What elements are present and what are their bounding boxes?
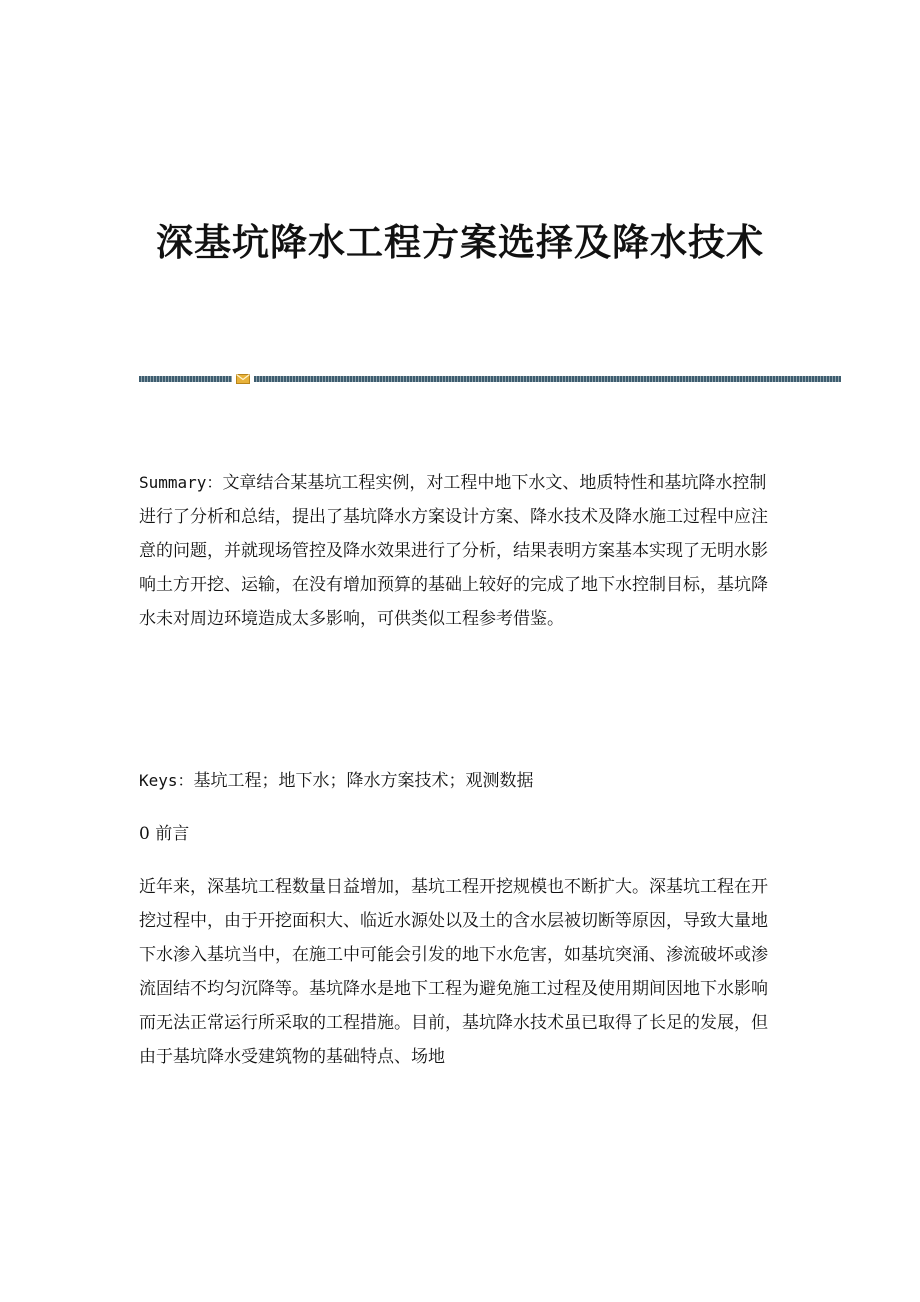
section-heading: 0 前言 — [139, 824, 190, 844]
summary-text: 文章结合某基坑工程实例，对工程中地下水文、地质特性和基坑降水控制进行了分析和总结，提出了基坑降水方案设计方案、降水技术及降水施工过程中应注意的问题，并就现场管控及降水效果进行了分析，结果表明方案基本实现了无明水影响土方开挖、运输，在没有增加预算的基础上较好的完成了地下水控制目标，基坑降水未对周边环境造成太多影响，可供类似工程参考借鉴。 — [139, 473, 768, 629]
divider-bar-left — [139, 376, 232, 382]
document-title: 深基坑降水工程方案选择及降水技术 — [156, 220, 764, 264]
divider-bar-right — [254, 376, 841, 382]
envelope-icon — [236, 374, 250, 384]
keys-text: 基坑工程；地下水；降水方案技术；观测数据 — [193, 771, 534, 791]
keywords-paragraph — [139, 764, 779, 798]
summary-paragraph — [139, 466, 779, 636]
keys-label: Keys： — [139, 771, 194, 790]
body-paragraph: 近年来，深基坑工程数量日益增加，基坑工程开挖规模也不断扩大。深基坑工程在开挖过程中，由于开挖面积大、临近水源处以及土的含水层被切断等原因，导致大量地下水渗入基坑当中，在施工中可能会引发的地下水危害，如基坑突涌、渗流破坏或渗流固结不均匀沉降等。基坑降水是地下工程为避免施工过程及使用期间因地下水影响而无法正常运行所采取的工程措施。目前，基坑降水技术虽已取得了长足的发展，但由于基坑降水受建筑物的基础特点、场地 — [139, 877, 768, 1067]
summary-label: Summary： — [139, 473, 223, 492]
